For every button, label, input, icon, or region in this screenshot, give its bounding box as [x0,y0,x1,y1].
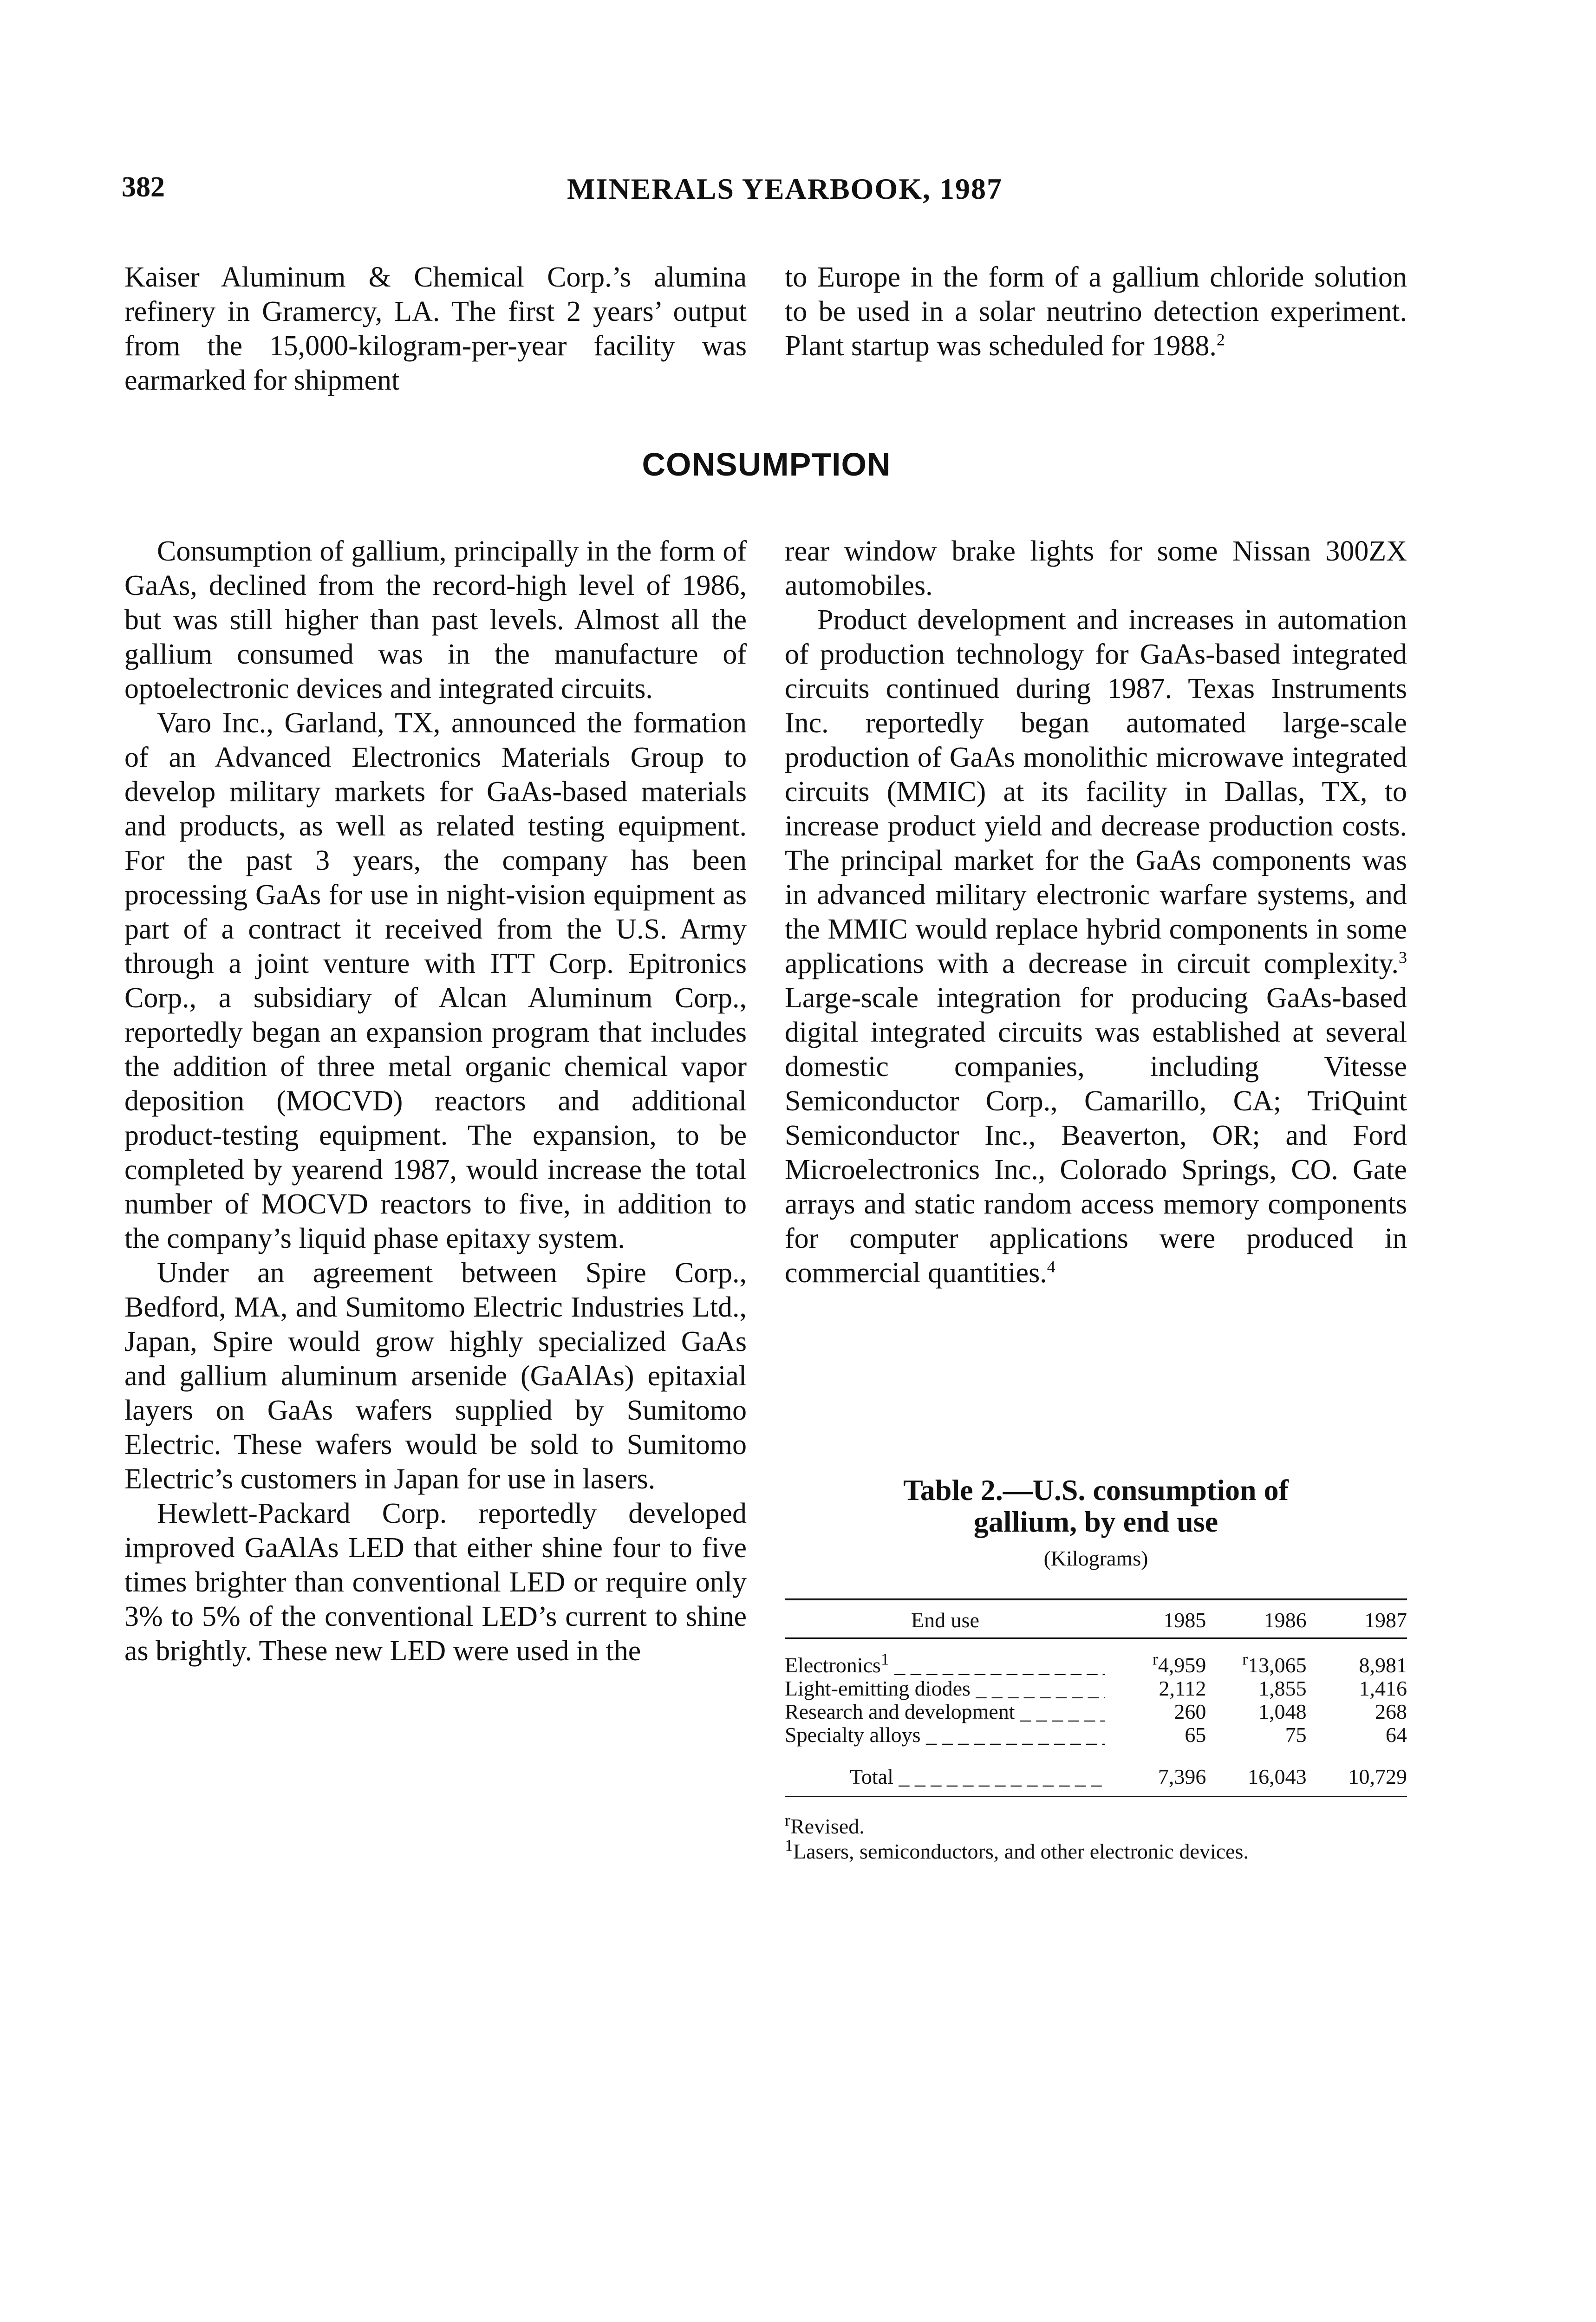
col-header-end-use: End use [785,1599,1106,1638]
paragraph-product-development [785,603,1407,1290]
total-label: Total _ _ _ [785,1747,1106,1797]
table-row [785,1677,1407,1700]
table-total-row [785,1747,1407,1797]
table-row [785,1723,1407,1747]
cell-1987: 8,981 [1359,1653,1407,1677]
table-footnotes [785,1811,1407,1864]
row-label: Specialty alloys _ _ _ [785,1723,1106,1747]
section-heading-consumption: CONSUMPTION [642,446,891,483]
top-right-text: to Europe in the form of a gallium chloride solution to be used in a solar neutrino detection experiment. Plant startup was scheduled for 1988. [785,261,1407,362]
cell-1987: 64 [1386,1723,1407,1747]
cell-1987: 1,416 [1359,1676,1407,1700]
total-1987: 10,729 [1307,1747,1407,1797]
right-column [785,534,1407,1290]
cell-1985: 65 [1185,1723,1206,1747]
left-column [124,534,747,1668]
cell-1986: 75 [1285,1723,1307,1747]
paragraph-text-b: Large-scale integration for producing GaAs-based digital integrated circuits was established at several domestic companies, including Vitesse Semiconductor Corp., Camarillo, CA; TriQuint Semiconductor Inc., Beaverton, OR; and Ford Microelectronics Inc., Colorado Springs, CO. Gate arrays and static random access memory components for computer applications were produced in commercial quantities. [785,982,1407,1289]
total-1985: 7,396 [1106,1747,1206,1797]
row-label: Light-emitting diodes _ _ _ [785,1677,1106,1700]
consumption-table [785,1598,1407,1797]
footnote-ref-1: 1 [880,1654,889,1669]
cell-1986: 1,048 [1258,1700,1307,1723]
paragraph-consumption-overview: Consumption of gallium, principally in the form of GaAs, declined from the record-high level of 1986, but was still higher than past levels. Almost all the gallium consumed was in the manufacture of optoelectronic devices and integrated circuits. [124,535,747,704]
table-header-row [785,1599,1407,1638]
cell-1985: 2,112 [1159,1676,1206,1700]
table-title [785,1474,1407,1538]
col-header-1986: 1986 [1206,1599,1306,1638]
footnote-ref-3: 3 [1399,948,1407,967]
table-title-line-2: gallium, by end use [973,1505,1218,1538]
table-2 [785,1474,1407,1864]
cell-1987: 268 [1375,1700,1407,1723]
top-right-column [785,260,1407,363]
footnote-ref-2: 2 [1216,330,1225,349]
revised-flag: r [1242,1650,1248,1669]
row-label: Electronics$^1$ _ _ _ [785,1638,1106,1677]
table-row [785,1638,1407,1677]
paragraph-varo: Varo Inc., Garland, TX, announced the formation of an Advanced Electronics Materials Group to develop military markets for GaAs-based materials and products, as well as related testing equipment. For the past 3 years, the company has been processing GaAs for use in night-vision equipment as part of a contract it received from the U.S. Army through a joint venture with ITT Corp. Epitronics Corp., a subsidiary of Alcan Aluminum Corp., reportedly began an expansion program that includes the addition of three metal organic chemical vapor deposition (MOCVD) reactors and additional product-testing equipment. The expansion, to be completed by yearend 1987, would increase the total number of MOCVD reactors to five, in addition to the company’s liquid phase epitaxy system. [124,707,747,1254]
top-left-paragraph: Kaiser Aluminum & Chemical Corp.’s alumina refinery in Gramercy, LA. The first 2 years’ output from the 15,000-kilogram-per-year facility was earmarked for shipment [124,261,747,396]
table-row [785,1700,1407,1723]
col-header-1985: 1985 [1106,1599,1206,1638]
page-number: 382 [122,171,165,203]
table-title-line-1: Table 2.—U.S. consumption of [903,1474,1289,1507]
running-title: MINERALS YEARBOOK, 1987 [567,172,1003,205]
top-left-column [124,260,747,398]
paragraph-spire: Under an agreement between Spire Corp., Bedford, MA, and Sumitomo Electric Industries Ltd., Japan, Spire would grow highly specialized GaAs and gallium aluminum arsenide (GaAlAs) epitaxial layers on GaAs wafers supplied by Sumitomo Electric. These wafers would be sold to Sumitomo Electric’s customers in Japan for use in lasers. [124,1257,747,1495]
cell-1985: 260 [1174,1700,1206,1723]
cell-1986: 1,855 [1258,1676,1307,1700]
footnote-revised: $^r$Revised. [785,1811,865,1838]
cell-1986: $^r$13,065 [1242,1650,1307,1677]
total-1986: 16,043 [1206,1747,1306,1797]
table-unit: (Kilograms) [1043,1546,1148,1570]
paragraph-text-a: Product development and increases in automation of production technology for GaAs-based integrated circuits continued during 1987. Texas Instruments Inc. reportedly began automated large-scale production of GaAs monolithic microwave integrated circuits (MMIC) at its facility in Dallas, TX, to increase product yield and decrease production costs. The principal market for the GaAs components was in advanced military electronic warfare systems, and the MMIC would replace hybrid components in some applications with a decrease in circuit complexity. [785,604,1407,979]
footnote-ref-4: 4 [1047,1257,1055,1276]
revised-flag: r [1152,1650,1158,1669]
paragraph-nissan: rear window brake lights for some Nissan 300ZX automobiles. [785,535,1407,601]
col-header-1987: 1987 [1307,1599,1407,1638]
row-label: Research and development _ _ _ [785,1700,1106,1723]
top-right-paragraph [785,260,1407,363]
cell-1985: $^r$4,959 [1152,1650,1206,1677]
paragraph-hewlett-packard: Hewlett-Packard Corp. reportedly developed improved GaAlAs LED that either shine four to five times brighter than conventional LED or require only 3% to 5% of the conventional LED’s current to shine as brightly. These new LED were used in the [124,1498,747,1667]
footnote-1: $^1$Lasers, semiconductors, and other electronic devices. [785,1836,1249,1863]
